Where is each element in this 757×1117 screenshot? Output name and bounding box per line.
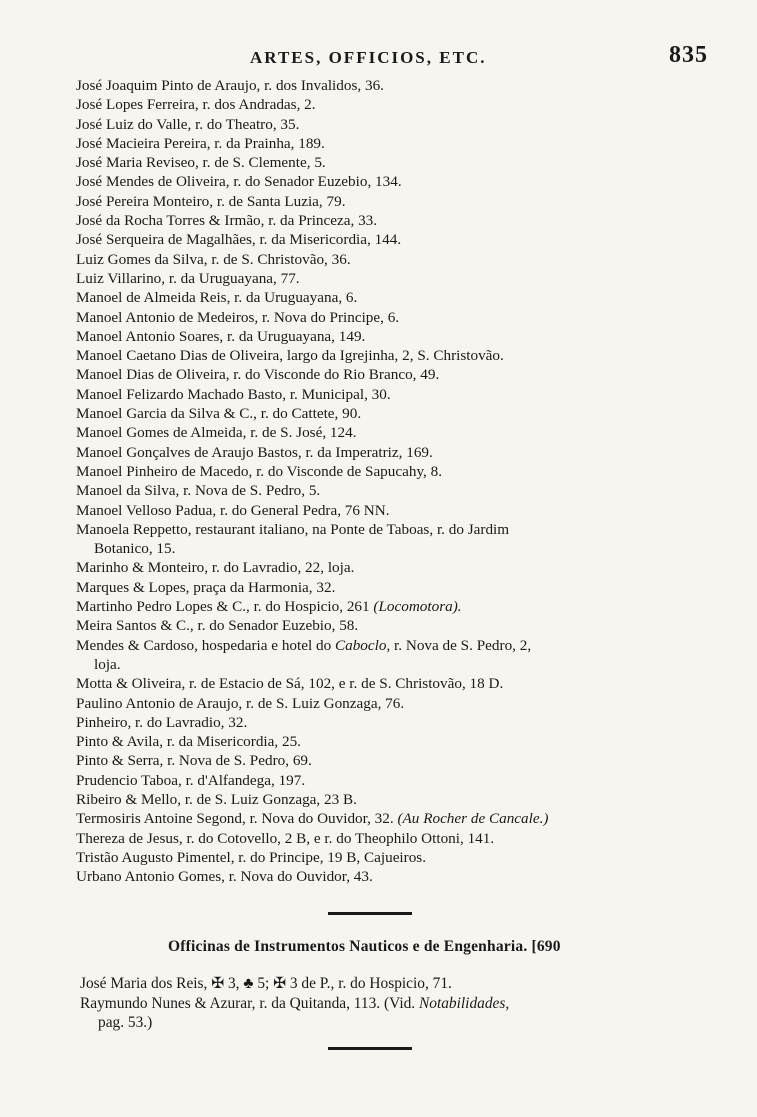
entry-note: (Locomotora). bbox=[373, 598, 462, 616]
entry-italic: Notabilidades, bbox=[419, 994, 510, 1012]
list-item: José Joaquim Pinto de Araujo, r. dos Invalidos, 36. bbox=[76, 77, 384, 94]
list-item: Pinto & Serra, r. Nova de S. Pedro, 69. bbox=[76, 752, 312, 770]
list-item: Tristão Augusto Pimentel, r. do Principe, 19 B, Cajueiros. bbox=[76, 848, 427, 866]
list-item: Prudencio Taboa, r. d'Alfandega, 197. bbox=[76, 771, 306, 789]
entry-line: Manoela Reppetto, restaurant italiano, na Ponte de Taboas, r. do Jardim bbox=[76, 520, 510, 538]
page-number: 835 bbox=[669, 42, 708, 68]
entry-continuation: Botanico, 15. bbox=[94, 540, 176, 558]
list-item: Manoel Dias de Oliveira, r. do Visconde do Rio Branco, 49. bbox=[76, 366, 440, 384]
list-item: Marques & Lopes, praça da Harmonia, 32. bbox=[76, 578, 336, 596]
entry-text: Raymundo Nunes & Azurar, r. da Quitanda, 113. (Vid. bbox=[80, 994, 416, 1012]
list-item: Manoel Velloso Padua, r. do General Pedra, 76 NN. bbox=[76, 501, 390, 519]
running-title: ARTES, OFFICIOS, ETC. bbox=[250, 48, 487, 67]
section-divider bbox=[328, 912, 412, 915]
list-item: José Luiz do Valle, r. do Theatro, 35. bbox=[76, 115, 300, 133]
list-item: Manoel da Silva, r. Nova de S. Pedro, 5. bbox=[76, 482, 321, 500]
list-item: Thereza de Jesus, r. do Cotovello, 2 B, e r. do Theophilo Ottoni, 141. bbox=[76, 829, 495, 847]
entry-continuation: loja. bbox=[94, 655, 121, 673]
list-item: José Lopes Ferreira, r. dos Andradas, 2. bbox=[76, 96, 316, 114]
list-item: Manoel Pinheiro de Macedo, r. do Visconde de Sapucahy, 8. bbox=[76, 462, 443, 480]
list-item: Manoel Caetano Dias de Oliveira, largo da Igrejinha, 2, S. Christovão. bbox=[76, 347, 504, 365]
list-item bbox=[76, 597, 721, 616]
list-item: Urbano Antonio Gomes, r. Nova do Ouvidor, 43. bbox=[76, 868, 373, 886]
list-item bbox=[80, 994, 720, 1033]
section-entries bbox=[80, 974, 720, 1033]
list-item: José Macieira Pereira, r. da Prainha, 189. bbox=[76, 134, 325, 152]
running-head bbox=[0, 42, 757, 72]
list-item bbox=[76, 636, 721, 675]
list-item: José Mendes de Oliveira, r. do Senador Euzebio, 134. bbox=[76, 173, 402, 191]
list-item: José Pereira Monteiro, r. de Santa Luzia, 79. bbox=[76, 192, 346, 210]
entry-italic: Caboclo bbox=[334, 636, 387, 654]
list-item: Pinheiro, r. do Lavradio, 32. bbox=[76, 713, 248, 731]
section-heading: Officinas de Instrumentos Nauticos e de Engenharia. [690 bbox=[168, 938, 561, 955]
list-item: José da Rocha Torres & Irmão, r. da Princeza, 33. bbox=[76, 212, 378, 230]
list-item: José Maria Reviseo, r. de S. Clemente, 5. bbox=[76, 154, 326, 172]
list-item: José Maria dos Reis, ✠ 3, ♣ 5; ✠ 3 de P., r. do Hospicio, 71. bbox=[80, 975, 452, 992]
directory-entries bbox=[76, 76, 721, 886]
entry-text-rest: , r. Nova de S. Pedro, 2, bbox=[386, 636, 532, 654]
list-item: Manoel Garcia da Silva & C., r. do Cattete, 90. bbox=[76, 405, 362, 423]
list-item bbox=[76, 520, 721, 559]
entry-text: Mendes & Cardoso, hospedaria e hotel do bbox=[76, 636, 332, 654]
entry-note: (Au Rocher de Cancale.) bbox=[397, 810, 549, 828]
entry-text: Martinho Pedro Lopes & C., r. do Hospicio, 261 bbox=[76, 598, 370, 616]
list-item: Manoel Gonçalves de Araujo Bastos, r. da Imperatriz, 169. bbox=[76, 443, 433, 461]
entry-continuation: pag. 53.) bbox=[98, 1014, 153, 1031]
list-item: Manoel Gomes de Almeida, r. de S. José, 124. bbox=[76, 424, 357, 442]
list-item bbox=[76, 809, 721, 828]
list-item: Ribeiro & Mello, r. de S. Luiz Gonzaga, 23 B. bbox=[76, 790, 357, 808]
list-item: Manoel de Almeida Reis, r. da Uruguayana, 6. bbox=[76, 289, 358, 307]
list-item: Manoel Antonio de Medeiros, r. Nova do Principe, 6. bbox=[76, 308, 400, 326]
list-item: Luiz Gomes da Silva, r. de S. Christovão, 36. bbox=[76, 250, 351, 268]
list-item: Manoel Felizardo Machado Basto, r. Municipal, 30. bbox=[76, 385, 391, 403]
list-item: José Serqueira de Magalhães, r. da Misericordia, 144. bbox=[76, 231, 402, 249]
list-item: Luiz Villarino, r. da Uruguayana, 77. bbox=[76, 269, 300, 287]
list-item: Meira Santos & C., r. do Senador Euzebio, 58. bbox=[76, 617, 359, 635]
list-item: Motta & Oliveira, r. de Estacio de Sá, 102, e r. de S. Christovão, 18 D. bbox=[76, 675, 504, 693]
list-item: Paulino Antonio de Araujo, r. de S. Luiz Gonzaga, 76. bbox=[76, 694, 405, 712]
section-divider bbox=[328, 1047, 412, 1050]
list-item: Marinho & Monteiro, r. do Lavradio, 22, loja. bbox=[76, 559, 355, 577]
list-item: Pinto & Avila, r. da Misericordia, 25. bbox=[76, 733, 301, 751]
entry-text: Termosiris Antoine Segond, r. Nova do Ouvidor, 32. bbox=[76, 810, 394, 828]
list-item: Manoel Antonio Soares, r. da Uruguayana, 149. bbox=[76, 327, 366, 345]
